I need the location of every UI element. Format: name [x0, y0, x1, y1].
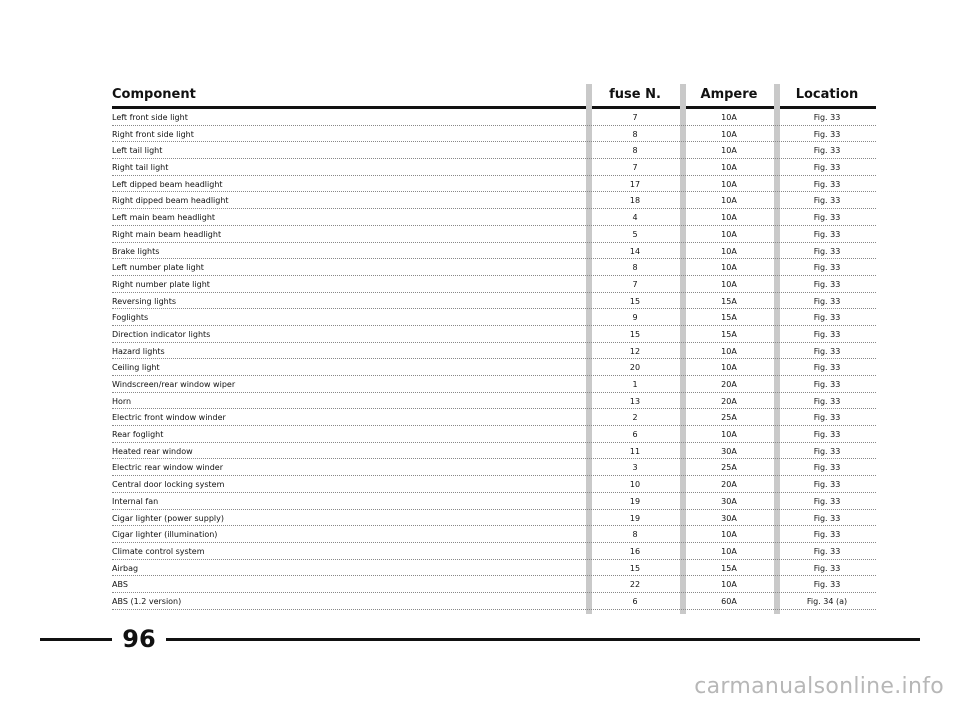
component-cell: Internal fan [112, 496, 159, 506]
component-cell: Windscreen/rear window wiper [112, 380, 236, 389]
component-cell: Left number plate light [112, 263, 204, 273]
ampere-cell: 30A [721, 513, 737, 523]
location-cell: Fig. 33 [813, 396, 841, 406]
table-row [112, 176, 876, 193]
ampere-cell: 30A [721, 446, 737, 456]
ampere-cell: 10A [721, 530, 737, 540]
fuse-cell: 13 [629, 396, 641, 406]
ampere-cell: 10A [721, 546, 737, 556]
component-cell: Foglights [112, 313, 149, 323]
component-cell: Brake lights [112, 246, 160, 256]
fuse-cell: 15 [629, 296, 641, 306]
component-cell: Right number plate light [112, 279, 210, 289]
footer-rule-left [40, 638, 112, 641]
table-header [112, 84, 876, 106]
table-row [112, 276, 876, 293]
ampere-cell: 15A [721, 296, 737, 306]
ampere-cell: 10A [721, 430, 737, 440]
location-cell: Fig. 33 [813, 279, 841, 289]
header-location: Location [795, 87, 859, 102]
fuse-cell: 8 [632, 146, 638, 156]
ampere-cell: 10A [721, 346, 737, 356]
location-cell: Fig. 33 [813, 329, 841, 339]
table-row [112, 576, 876, 593]
component-cell: Electric rear window winder [112, 463, 223, 473]
fuse-cell: 17 [629, 179, 641, 189]
location-cell: Fig. 33 [813, 530, 841, 540]
table-row [112, 142, 876, 159]
table-row [112, 359, 876, 376]
component-cell: Left dipped beam headlight [112, 179, 223, 189]
table-row [112, 326, 876, 343]
table-row [112, 159, 876, 176]
ampere-cell: 25A [721, 413, 737, 423]
ampere-cell: 10A [721, 196, 737, 206]
ampere-cell: 60A [721, 596, 737, 606]
fuse-cell: 20 [629, 363, 641, 373]
ampere-cell: 15A [721, 313, 737, 323]
component-cell: Heated rear window [112, 446, 193, 456]
table-row [112, 293, 876, 310]
location-cell: Fig. 33 [813, 179, 841, 189]
footer-rule-right [166, 638, 920, 641]
fuse-cell: 15 [629, 563, 641, 573]
table-row [112, 476, 876, 493]
fuse-cell: 18 [629, 196, 641, 206]
ampere-cell: 25A [721, 463, 737, 473]
location-cell: Fig. 33 [813, 480, 841, 490]
ampere-cell: 10A [721, 279, 737, 289]
ampere-cell: 10A [721, 580, 737, 590]
location-cell: Fig. 33 [813, 163, 841, 173]
ampere-cell: 15A [721, 563, 737, 573]
table-row [112, 510, 876, 527]
page-number: 96 [122, 625, 156, 653]
location-cell: Fig. 33 [813, 263, 841, 273]
ampere-cell: 30A [721, 496, 737, 506]
component-cell: Right front side light [112, 129, 194, 139]
fuse-cell: 7 [632, 163, 638, 173]
fuse-cell: 1 [632, 380, 638, 389]
location-cell: Fig. 34 (a) [806, 596, 848, 606]
location-cell: Fig. 33 [813, 496, 841, 506]
table-row [112, 560, 876, 577]
ampere-cell: 20A [721, 380, 737, 389]
ampere-cell: 20A [721, 396, 737, 406]
ampere-cell: 10A [721, 163, 737, 173]
location-cell: Fig. 33 [813, 446, 841, 456]
ampere-cell: 10A [721, 146, 737, 156]
component-cell: Rear foglight [112, 430, 164, 440]
table-row [112, 109, 876, 126]
ampere-cell: 10A [721, 246, 737, 256]
ampere-cell: 10A [721, 263, 737, 273]
fuse-cell: 12 [629, 346, 641, 356]
fuse-cell: 19 [629, 513, 641, 523]
fuse-cell: 11 [629, 446, 641, 456]
table-row [112, 209, 876, 226]
table-row [112, 226, 876, 243]
fuse-table [112, 84, 876, 610]
component-cell: Reversing lights [112, 296, 177, 306]
component-cell: Left main beam headlight [112, 213, 216, 223]
ampere-cell: 10A [721, 179, 737, 189]
fuse-cell: 3 [632, 463, 638, 473]
location-cell: Fig. 33 [813, 196, 841, 206]
table-row [112, 526, 876, 543]
component-cell: Right tail light [112, 163, 169, 173]
component-cell: Ceiling light [112, 363, 160, 373]
component-cell: Central door locking system [112, 480, 225, 490]
fuse-cell: 22 [629, 580, 641, 590]
component-cell: ABS [112, 580, 128, 590]
location-cell: Fig. 33 [813, 380, 841, 389]
location-cell: Fig. 33 [813, 146, 841, 156]
watermark: carmanualsonline.info [694, 674, 944, 699]
location-cell: Fig. 33 [813, 413, 841, 423]
fuse-cell: 8 [632, 530, 638, 540]
location-cell: Fig. 33 [813, 546, 841, 556]
fuse-cell: 6 [632, 596, 638, 606]
fuse-cell: 19 [629, 496, 641, 506]
fuse-cell: 14 [629, 246, 641, 256]
header-fuse: fuse N. [609, 87, 661, 102]
component-cell: Climate control system [112, 546, 205, 556]
table-row [112, 593, 876, 610]
component-cell: ABS (1.2 version) [112, 596, 182, 606]
fuse-cell: 16 [629, 546, 641, 556]
location-cell: Fig. 33 [813, 363, 841, 373]
component-cell: Direction indicator lights [112, 329, 211, 339]
table-row [112, 443, 876, 460]
fuse-cell: 4 [632, 213, 638, 223]
header-component: Component [112, 87, 196, 102]
table-row [112, 343, 876, 360]
component-cell: Right dipped beam headlight [112, 196, 229, 206]
location-cell: Fig. 33 [813, 346, 841, 356]
component-cell: Hazard lights [112, 346, 165, 356]
fuse-cell: 7 [632, 113, 638, 122]
location-cell: Fig. 33 [813, 129, 841, 139]
table-row [112, 309, 876, 326]
fuse-cell: 9 [632, 313, 638, 323]
ampere-cell: 10A [721, 113, 737, 122]
fuse-cell: 2 [632, 413, 638, 423]
component-cell: Airbag [112, 563, 139, 573]
ampere-cell: 10A [721, 363, 737, 373]
header-ampere: Ampere [700, 87, 758, 102]
table-row [112, 459, 876, 476]
location-cell: Fig. 33 [813, 580, 841, 590]
fuse-cell: 7 [632, 279, 638, 289]
table-row [112, 543, 876, 560]
table-body [112, 109, 876, 610]
table-row [112, 126, 876, 143]
table-row [112, 376, 876, 393]
fuse-cell: 15 [629, 329, 641, 339]
location-cell: Fig. 33 [813, 313, 841, 323]
location-cell: Fig. 33 [813, 113, 841, 122]
component-cell: Horn [112, 396, 132, 406]
component-cell: Cigar lighter (illumination) [112, 530, 218, 540]
location-cell: Fig. 33 [813, 513, 841, 523]
table-row [112, 426, 876, 443]
fuse-cell: 8 [632, 129, 638, 139]
location-cell: Fig. 33 [813, 246, 841, 256]
fuse-cell: 6 [632, 430, 638, 440]
component-cell: Electric front window winder [112, 413, 226, 423]
ampere-cell: 10A [721, 129, 737, 139]
table-row [112, 192, 876, 209]
fuse-cell: 5 [632, 229, 638, 239]
table-row [112, 243, 876, 260]
ampere-cell: 10A [721, 229, 737, 239]
table-row [112, 409, 876, 426]
component-cell: Right main beam headlight [112, 229, 222, 239]
ampere-cell: 20A [721, 480, 737, 490]
component-cell: Left tail light [112, 146, 163, 156]
location-cell: Fig. 33 [813, 213, 841, 223]
table-row [112, 493, 876, 510]
fuse-cell: 10 [629, 480, 641, 490]
location-cell: Fig. 33 [813, 430, 841, 440]
component-cell: Cigar lighter (power supply) [112, 513, 224, 523]
ampere-cell: 15A [721, 329, 737, 339]
ampere-cell: 10A [721, 213, 737, 223]
location-cell: Fig. 33 [813, 296, 841, 306]
fuse-cell: 8 [632, 263, 638, 273]
location-cell: Fig. 33 [813, 563, 841, 573]
table-row [112, 259, 876, 276]
location-cell: Fig. 33 [813, 229, 841, 239]
table-row [112, 393, 876, 410]
component-cell: Left front side light [112, 113, 188, 122]
location-cell: Fig. 33 [813, 463, 841, 473]
